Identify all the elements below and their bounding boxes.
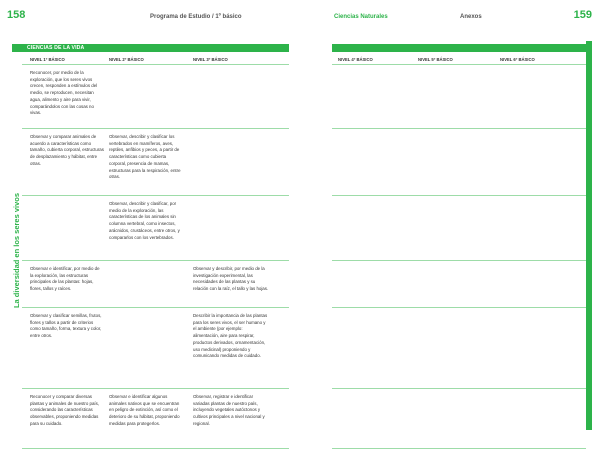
table-cell: Observar, describir y clasificar, por medio de la exploración, las características de los animales sin columna vertebral, como insectos, arácnidos, crustáceos, entre otros, y compararlos con los vertebrados. — [109, 201, 180, 240]
vertical-label-text: La diversidad en los seres vivos — [12, 192, 22, 308]
table-cell: Observar, describir y clasificar los vertebrados en mamíferos, aves, reptiles, anfibios y peces, a partir de características como cubierta corporal, presencia de mamas, estructuras para la respiración, entre otras. — [109, 134, 181, 180]
side-accent-band — [586, 41, 592, 430]
row-divider — [332, 388, 586, 389]
right-page — [300, 0, 600, 475]
table-cell: Observar y clasificar semillas, frutos, flores y tallos a partir de criterios como tamaño, forma, textura y color, entre otros. — [30, 313, 102, 339]
table-cell: Observar y describir, por medio de la investigación experimental, las necesidades de las plantas y su relación con la raíz, el tallo y las hojas. — [193, 266, 269, 292]
row-divider — [22, 128, 289, 129]
table-cell: Observar y comparar animales de acuerdo a características como tamaño, cubierta corporal, estructuras de desplazamiento y hábitat, entre otras. — [30, 134, 104, 166]
table-cell: Describir la importancia de las plantas para los seres vivos, el ser humano y el ambiente (por ejemplo: alimentación, aire para respirar, productos derivados, ornamentación, uso medicinal) proponiendo y comunicando medidas de cuidado. — [193, 313, 268, 359]
row-divider — [332, 260, 586, 261]
row-divider — [332, 64, 586, 65]
row-divider — [332, 448, 586, 449]
row-divider — [332, 128, 586, 129]
column-header-level-5: NIVEL 5º BÁSICO — [418, 57, 453, 62]
column-header-level-2: NIVEL 2º BÁSICO — [109, 57, 144, 62]
table-cell: Observar e identificar algunos animales nativos que se encuentran en peligro de extinción, así como el deterioro de su hábitat, proponiendo medidas para protegerlos. — [109, 394, 180, 426]
column-header-level-1: NIVEL 1º BÁSICO — [30, 57, 65, 62]
table-cell: Reconocer, por medio de la exploración, que los seres vivos crecen, responden a estímulos del medio, se reproducen, necesitan agua, alimento y aire para vivir, comparándolos con las cosas no vivas. — [30, 70, 98, 116]
vertical-axis-label — [12, 52, 22, 448]
table-cell: Observar, registrar e identificar variadas plantas de nuestro país, incluyendo vegetales autóctonos y cultivos principales a nivel nacional y regional. — [193, 394, 265, 426]
section-bar-right — [332, 44, 586, 52]
row-divider — [22, 448, 289, 449]
page-number-right: 159 — [573, 9, 592, 21]
column-header-level-6: NIVEL 6º BÁSICO — [500, 57, 535, 62]
table-cell: Observar e identificar, por medio de la exploración, las estructuras principales de las plantas: hojas, flores, tallos y raíces. — [30, 266, 100, 292]
subject-header: Ciencias Naturales — [334, 14, 388, 20]
section-title-bar: CIENCIAS DE LA VIDA — [12, 44, 289, 52]
running-header-left: Programa de Estudio / 1º básico — [150, 14, 242, 20]
column-header-level-4: NIVEL 4º BÁSICO — [338, 57, 373, 62]
row-divider — [22, 388, 289, 389]
row-divider — [332, 307, 586, 308]
annex-header: Anexos — [460, 14, 482, 20]
row-divider — [22, 307, 289, 308]
row-divider — [22, 64, 289, 65]
table-cell: Reconocer y comparar diversas plantas y animales de nuestro país, considerando las características observables, proponiendo medidas para su cuidado. — [30, 394, 100, 426]
page-number-left: 158 — [7, 9, 26, 21]
row-divider — [332, 195, 586, 196]
row-divider — [22, 195, 289, 196]
row-divider — [22, 260, 289, 261]
column-header-level-3: NIVEL 3º BÁSICO — [193, 57, 228, 62]
